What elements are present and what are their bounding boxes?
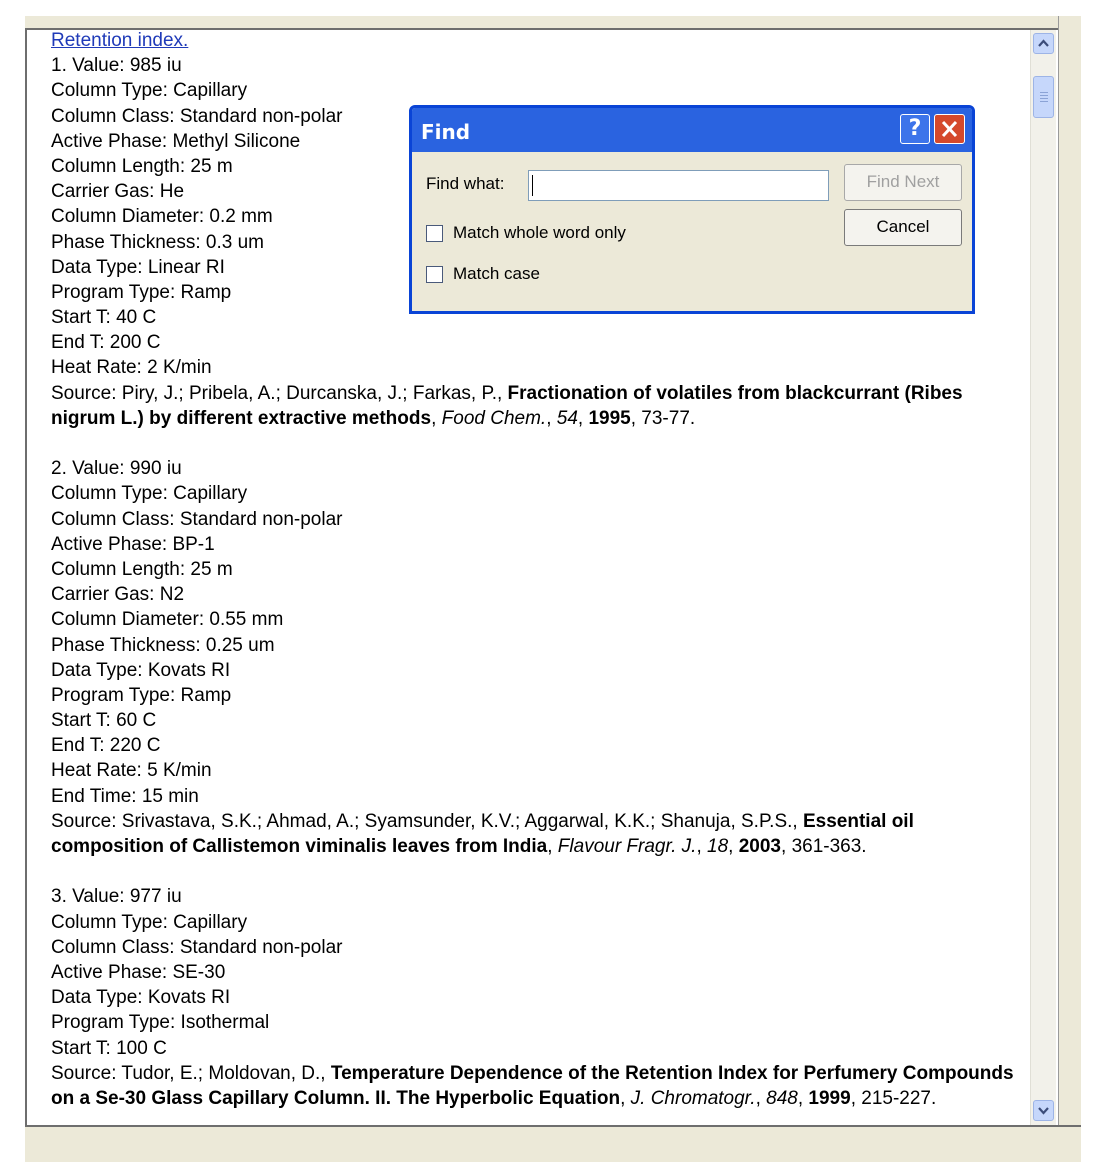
scroll-up-button[interactable] — [1033, 33, 1054, 54]
entry-field: End T: 200 C — [51, 332, 161, 354]
help-button[interactable] — [900, 114, 930, 144]
entry-field: Phase Thickness: 0.3 um — [51, 231, 264, 253]
match-whole-word-checkbox[interactable] — [426, 225, 443, 242]
source-volume: 848 — [766, 1087, 798, 1109]
source-pages: 215-227. — [861, 1087, 937, 1109]
close-icon — [940, 119, 959, 139]
entry-field: End T: 220 C — [51, 735, 161, 757]
entry-source: Source: Tudor, E.; Moldovan, D., Temperature Dependence of the Retention Index for Perfumery Compounds on a Se-30 Glass Capillary Column. II. The Hyperbolic Equation, J. Chromatogr., 848, 1999, 215-227. — [51, 1062, 1014, 1109]
entry-field: Program Type: Isothermal — [51, 1012, 270, 1034]
scroll-down-button[interactable] — [1033, 1100, 1054, 1121]
entry-field: Data Type: Linear RI — [51, 256, 225, 278]
close-button[interactable] — [934, 114, 965, 144]
window-top-border — [25, 16, 1081, 30]
entry-field: Start T: 40 C — [51, 307, 157, 329]
entry-source: Source: Piry, J.; Pribela, A.; Durcanska, J.; Farkas, P., Fractionation of volatiles from blackcurrant (Ribes nigrum L.) by different extractive methods, Food Chem., 54, 1995, 73-77. — [51, 382, 963, 429]
source-volume: 54 — [556, 407, 578, 429]
source-prefix: Source: — [51, 382, 122, 404]
cancel-button[interactable]: Cancel — [844, 209, 962, 246]
scroll-thumb[interactable] — [1033, 76, 1054, 118]
find-dialog-titlebar[interactable] — [412, 108, 972, 152]
source-journal: J. Chromatogr. — [630, 1087, 756, 1109]
match-case-label: Match case — [453, 264, 540, 283]
grip-line — [1040, 101, 1048, 102]
source-title: Temperature Dependence of the Retention Index for Perfumery Compounds on a Se-30 Glass Capillary Column. II. The Hyperbolic Equation — [51, 1062, 1014, 1109]
source-journal: Flavour Fragr. J. — [557, 836, 697, 858]
grip-line — [1040, 98, 1048, 99]
source-pages: 73-77. — [641, 407, 696, 429]
vertical-scrollbar[interactable] — [1030, 30, 1056, 1125]
entry-field: 1. Value: 985 iu — [51, 55, 182, 77]
entry-field: 3. Value: 977 iu — [51, 886, 182, 908]
entry-field: Column Type: Capillary — [51, 483, 248, 505]
source-authors: Tudor, E.; Moldovan, D., — [121, 1062, 326, 1084]
entry-field: Program Type: Ramp — [51, 281, 232, 303]
source-pages: 361-363. — [791, 836, 867, 858]
find-next-button[interactable]: Find Next — [844, 164, 962, 201]
entry-field: Heat Rate: 5 K/min — [51, 760, 212, 782]
grip-line — [1040, 95, 1048, 96]
source-prefix: Source: — [51, 810, 122, 832]
retention-index-link[interactable]: Retention index. — [51, 30, 189, 51]
find-what-label: Find what: — [426, 174, 505, 193]
heading-row — [51, 30, 1026, 53]
source-journal: Food Chem. — [441, 407, 547, 429]
entry-source: Source: Srivastava, S.K.; Ahmad, A.; Syamsunder, K.V.; Aggarwal, K.K.; Shanuja, S.P.S., Essential oil composition of Callistemon viminalis leaves from India, Flavour Fragr. J., 18, 2003, 361-363. — [51, 810, 914, 858]
entry-field: Carrier Gas: N2 — [51, 584, 185, 606]
entry-field: Data Type: Kovats RI — [51, 659, 231, 681]
entry-field: Start T: 100 C — [51, 1037, 167, 1059]
source-volume: 18 — [707, 836, 729, 858]
source-year: 1995 — [588, 407, 631, 429]
source-title: Essential oil composition of Callistemon viminalis leaves from India — [51, 810, 914, 858]
match-case-checkbox[interactable] — [426, 266, 443, 283]
window-right-border — [1058, 16, 1081, 1162]
entry-field: Heat Rate: 2 K/min — [51, 357, 212, 379]
entry-field: Column Length: 25 m — [51, 558, 233, 580]
arrow-up-icon — [1038, 39, 1049, 48]
find-dialog-title: Find — [421, 120, 471, 144]
help-icon: ? — [908, 116, 922, 141]
entry-field: Program Type: Ramp — [51, 684, 232, 706]
entry-field: End Time: 15 min — [51, 785, 199, 807]
window-status-bar — [25, 1125, 1081, 1162]
entry-field: Column Length: 25 m — [51, 155, 233, 177]
entry-spacer — [51, 431, 1026, 456]
entry-field: Active Phase: SE-30 — [51, 962, 226, 983]
entry-field: Column Class: Standard non-polar — [51, 936, 343, 958]
arrow-down-icon — [1038, 1106, 1049, 1115]
entry-field: Data Type: Kovats RI — [51, 987, 231, 1009]
source-prefix: Source: — [51, 1062, 122, 1084]
source-authors: Piry, J.; Pribela, A.; Durcanska, J.; Farkas, P., — [121, 382, 503, 404]
find-what-input[interactable] — [528, 170, 829, 201]
grip-line — [1040, 92, 1048, 93]
entry-field: Column Diameter: 0.2 mm — [51, 206, 273, 228]
entry-field: Column Class: Standard non-polar — [51, 508, 343, 530]
source-year: 1999 — [808, 1087, 851, 1109]
entry-field: Start T: 60 C — [51, 710, 157, 732]
source-year: 2003 — [738, 836, 782, 858]
find-dialog — [409, 105, 975, 314]
text-caret — [532, 175, 533, 196]
entry-field: Active Phase: Methyl Silicone — [51, 130, 301, 152]
entry-field: Active Phase: BP-1 — [51, 533, 215, 555]
match-whole-word-label: Match whole word only — [453, 223, 626, 242]
entry-field: Carrier Gas: He — [51, 181, 185, 203]
entry-spacer — [51, 859, 1026, 884]
entry-field: Column Class: Standard non-polar — [51, 105, 343, 127]
source-authors: Srivastava, S.K.; Ahmad, A.; Syamsunder, K.V.; Aggarwal, K.K.; Shanuja, S.P.S., — [121, 810, 798, 832]
entry-field: Column Diameter: 0.55 mm — [51, 609, 284, 631]
entry-field: Column Type: Capillary — [51, 911, 248, 933]
entry-field: 2. Value: 990 iu — [51, 458, 182, 480]
entry-field: Column Type: Capillary — [51, 80, 248, 102]
source-title: Fractionation of volatiles from blackcurrant (Ribes nigrum L.) by different extractive methods — [51, 382, 963, 429]
entry-field: Phase Thickness: 0.25 um — [51, 634, 275, 656]
